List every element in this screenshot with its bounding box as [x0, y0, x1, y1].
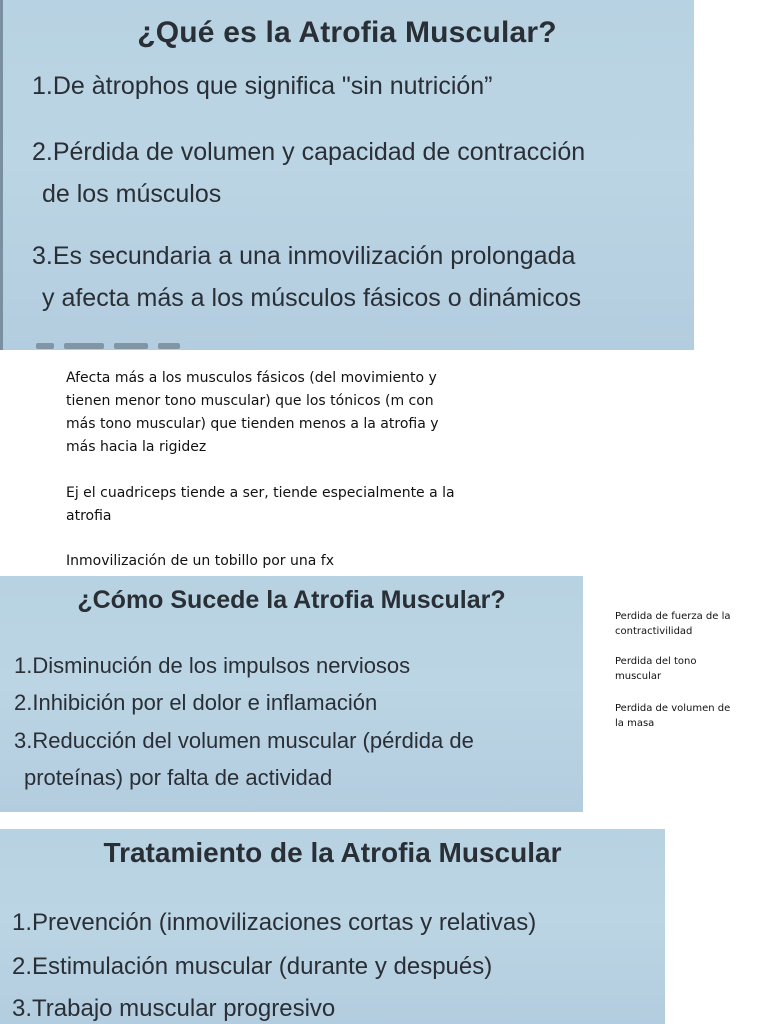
- slide-list-item-continuation: proteínas) por falta de actividad: [24, 765, 333, 790]
- notes-paragraph-phasic-muscles: [66, 367, 506, 459]
- side-note-line: Perdida del tono: [615, 656, 697, 667]
- notes-paragraph-quadriceps: [66, 482, 506, 528]
- cropped-text-fragment: [36, 336, 296, 350]
- slide-list-item: 1.Prevención (inmovilizaciones cortas y relativas): [12, 909, 537, 936]
- side-note-line: contractivilidad: [615, 626, 693, 637]
- slide-list-item: 2.Estimulación muscular (durante y después): [12, 953, 493, 980]
- side-note-volume-loss: [615, 701, 765, 731]
- slide-how-atrophy-happens: [0, 576, 583, 812]
- slide-edge-divider: [0, 0, 3, 350]
- slide-list-item: 3.Trabajo muscular progresivo: [12, 995, 336, 1022]
- slide-list-item-continuation: de los músculos: [42, 180, 222, 208]
- slide-list-item: 3.Reducción del volumen muscular (pérdida de: [14, 728, 474, 753]
- note-line: Afecta más a los musculos fásicos (del movimiento y: [66, 370, 437, 386]
- side-note-line: Perdida de volumen de: [615, 703, 731, 714]
- slide-what-is-atrophy: [0, 0, 694, 350]
- side-note-line: Perdida de fuerza de la: [615, 611, 731, 622]
- slide-list-item: 1.Disminución de los impulsos nerviosos: [14, 653, 411, 678]
- slide-list-item: 2.Pérdida de volumen y capacidad de contracción: [32, 138, 586, 166]
- side-note-strength-loss: [615, 609, 765, 639]
- slide-title: ¿Cómo Sucede la Atrofia Muscular?: [77, 586, 506, 614]
- slide-title: ¿Qué es la Atrofia Muscular?: [137, 16, 557, 49]
- slide-list-item: 1.De àtrophos que significa "sin nutrición”: [32, 72, 493, 100]
- note-line: más tono muscular) que tienden menos a la atrofia y: [66, 416, 439, 432]
- notes-paragraph-ankle: [66, 550, 506, 573]
- slide-title: Tratamiento de la Atrofia Muscular: [103, 837, 562, 868]
- note-line: Ej el cuadriceps tiende a ser, tiende especialmente a la: [66, 485, 455, 501]
- side-note-line: la masa: [615, 718, 655, 729]
- note-line: Inmovilización de un tobillo por una fx: [66, 553, 334, 569]
- slide-list-item-continuation: y afecta más a los músculos fásicos o dinámicos: [42, 284, 582, 312]
- note-line: atrofia: [66, 508, 112, 524]
- side-note-tone-loss: [615, 654, 765, 684]
- note-line: tienen menor tono muscular) que los tónicos (m con: [66, 393, 434, 409]
- slide-list-item: 3.Es secundaria a una inmovilización prolongada: [32, 242, 576, 270]
- slide-treatment: [0, 829, 665, 1024]
- note-line: más hacia la rigidez: [66, 439, 207, 455]
- slide-list-item: 2.Inhibición por el dolor e inflamación: [14, 690, 378, 715]
- side-note-line: muscular: [615, 671, 662, 682]
